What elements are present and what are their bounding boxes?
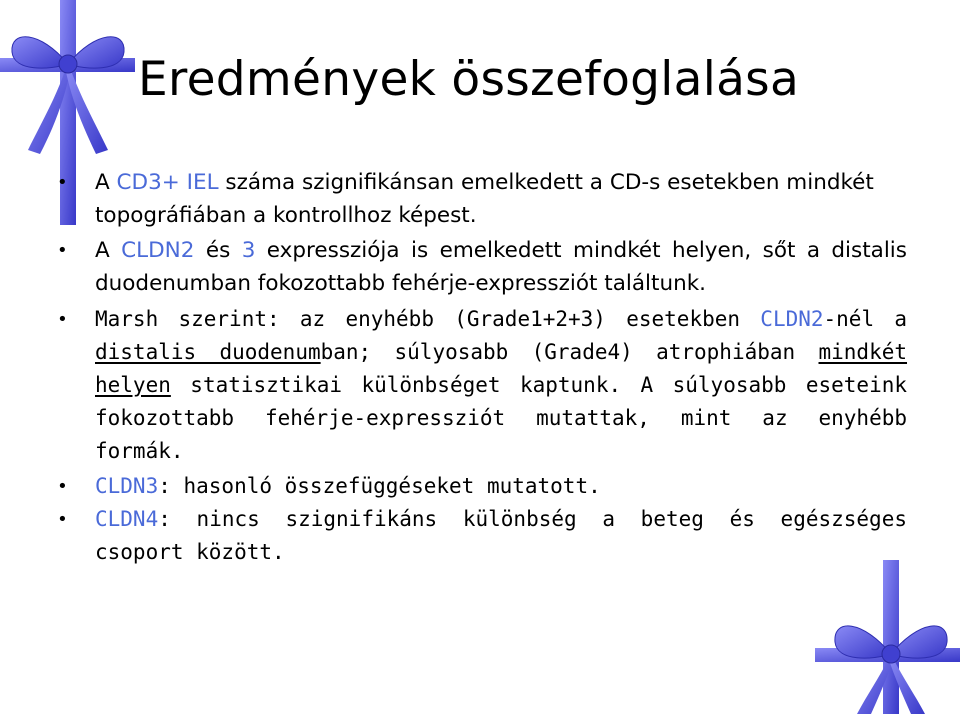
term-cd3-iel: CD3+ IEL: [116, 170, 219, 195]
bullet-cldn2-3-expression: [57, 234, 907, 300]
term-cldn2: CLDN2: [760, 307, 824, 331]
bullet-text: ban; súlyosabb (Grade4) atrophiában: [320, 340, 819, 364]
term-cldn2: CLDN2: [121, 238, 195, 263]
bullet-text: Marsh szerint: az enyhébb (Grade1+2+3) esetekben: [95, 307, 761, 331]
term-cldn4: CLDN4: [95, 507, 159, 531]
underlined-mindket-helyen: mindkét helyen: [95, 340, 908, 397]
term-cldn3: CLDN3: [95, 474, 159, 498]
term-cldn3-number: 3: [241, 238, 256, 263]
slide-title: Eredmények összefoglalása: [138, 52, 800, 107]
bullet-text: statisztikai különbséget kaptunk. A súlyosabb eseteink fokozottabb fehérje-expressziót mutattak, mint az enyhébb formák.: [95, 373, 907, 463]
bullet-text: száma szignifikánsan emelkedett a CD-s esetekben mindkét topográfiában a kontrollhoz képest.: [95, 170, 874, 228]
bullet-cldn4: [57, 503, 907, 569]
underlined-distalis-duodenum: distalis duodenum: [95, 340, 321, 364]
bullet-text: : nincs szignifikáns különbség a beteg és egészséges csoport között.: [95, 507, 907, 564]
bullet-cd3-iel: [57, 166, 907, 232]
bullet-text: : hasonló összefüggéseket mutatott.: [158, 474, 601, 498]
bullet-text: -nél a: [823, 307, 908, 331]
ribbon-bow-bottom-right: [815, 560, 960, 714]
bullet-text: A: [95, 238, 122, 263]
bullet-text: A: [95, 170, 117, 195]
bullet-text: és: [194, 238, 242, 263]
bullet-marsh-grading: [57, 303, 907, 468]
bullet-text: expressziója is emelkedett mindkét helyen, sőt a distalis duodenumban fokozottabb fehérje-expressziót találtunk.: [95, 238, 907, 296]
summary-bullet-list: [57, 166, 907, 569]
bullet-cldn3: [57, 470, 907, 503]
